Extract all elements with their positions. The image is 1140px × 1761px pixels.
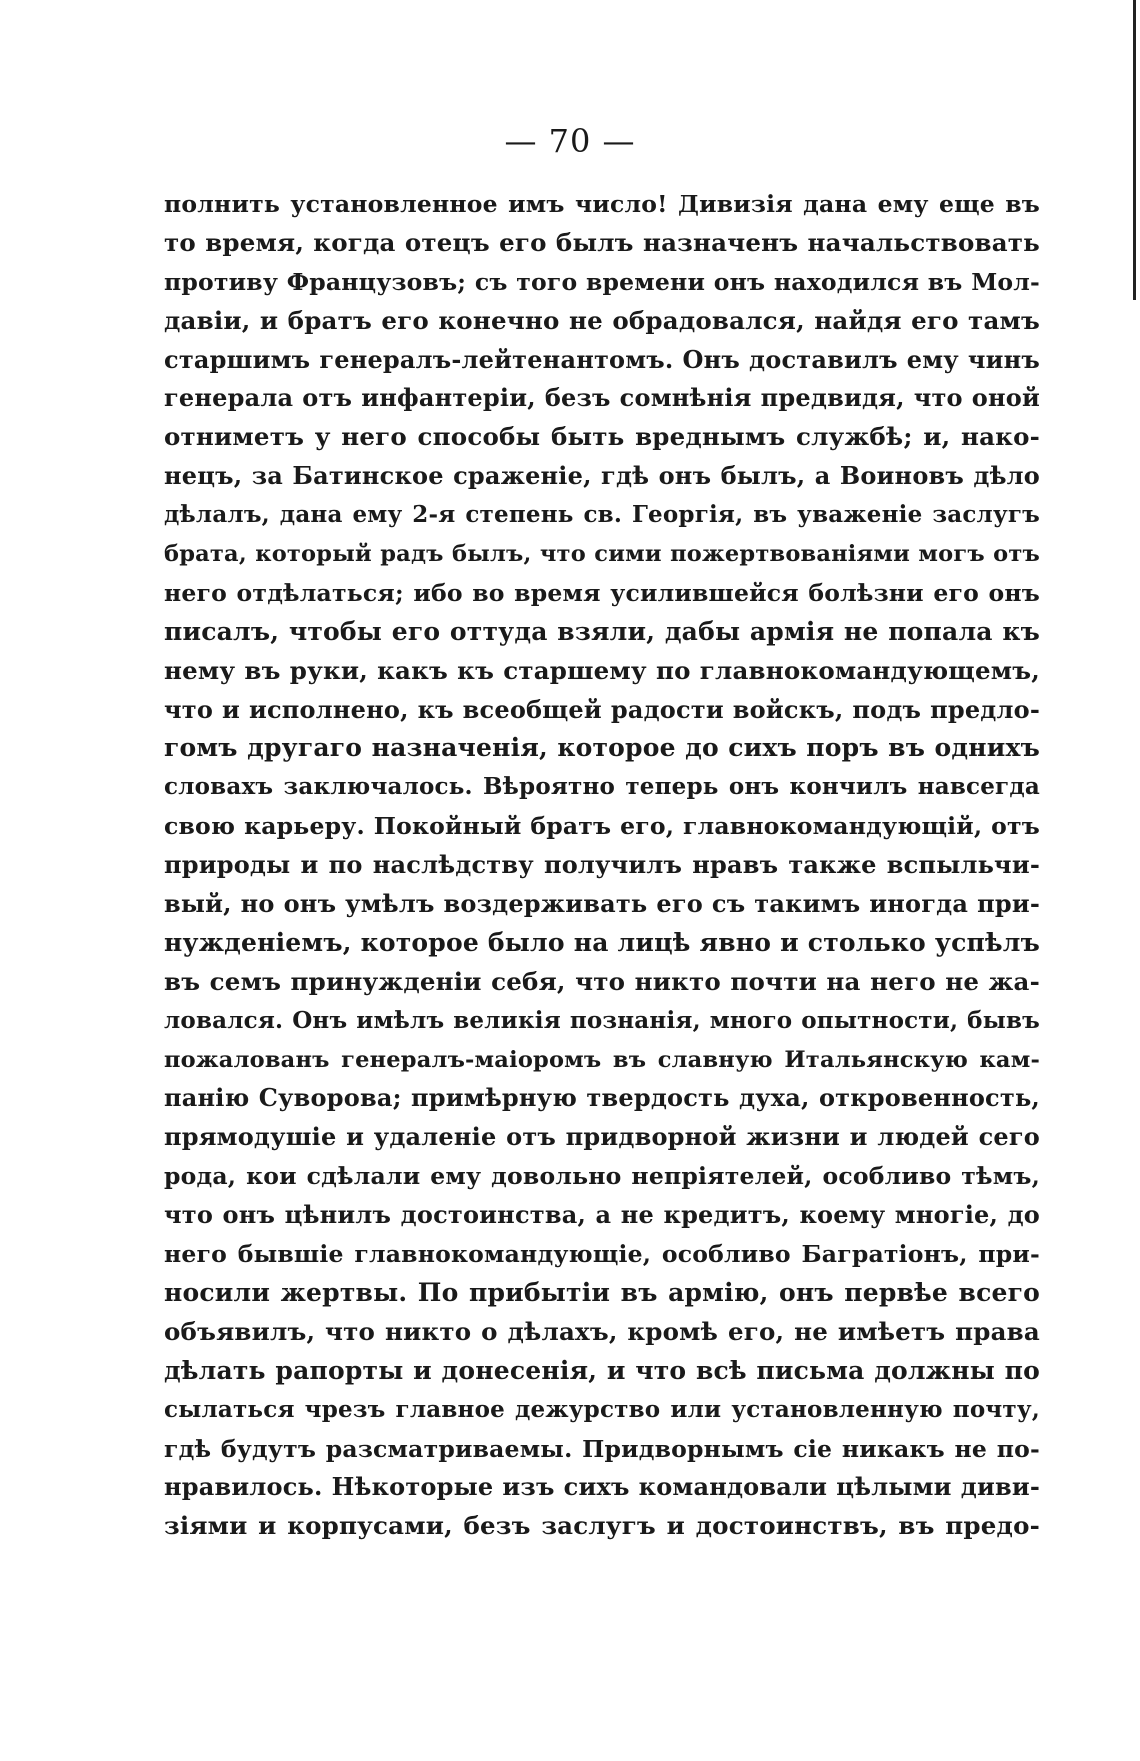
- text-line: нецъ, за Батинское сраженіе, гдѣ онъ былъ, а Воиновъ дѣло: [164, 461, 1040, 491]
- text-line: старшимъ генералъ-лейтенантомъ. Онъ доставилъ ему чинъ: [164, 344, 1040, 374]
- text-line: панію Суворова; примѣрную твердость духа, откровенность,: [164, 1083, 1040, 1113]
- text-line: носили жертвы. По прибытіи въ армію, онъ первѣе всего: [164, 1277, 1040, 1307]
- body-text: [164, 185, 1040, 1546]
- text-line: ловался. Онъ имѣлъ великія познанія, много опытности, бывъ: [164, 1006, 1040, 1034]
- text-line: гдѣ будутъ разсматриваемы. Придворнымъ сіе никакъ не по-: [164, 1434, 1040, 1463]
- text-line: природы и по наслѣдству получилъ нравъ также вспыльчи-: [164, 850, 1040, 880]
- text-line: нему въ руки, какъ къ старшему по главнокомандующемъ,: [164, 655, 1040, 685]
- text-line: гомъ другаго назначенія, которое до сихъ поръ въ однихъ: [164, 733, 1040, 763]
- text-line: то время, когда отецъ его былъ назначенъ начальствовать: [164, 227, 1040, 257]
- text-line: дѣлать рапорты и донесенія, и что всѣ письма должны по: [164, 1355, 1040, 1385]
- text-line: словахъ заключалось. Вѣроятно теперь онъ кончилъ навсегда: [164, 773, 1040, 801]
- text-line: объявилъ, что никто о дѣлахъ, кромѣ его, не имѣетъ права: [164, 1316, 1040, 1346]
- text-line: прямодушіе и удаленіе отъ придворной жизни и людей сего: [164, 1122, 1040, 1152]
- text-line: свою карьеру. Покойный братъ его, главнокомандующій, отъ: [164, 812, 1040, 841]
- text-line: полнить установленное имъ число! Дивизія дана ему еще въ: [164, 190, 1040, 218]
- text-line: давіи, и братъ его конечно не обрадовался, найдя его тамъ: [164, 305, 1040, 335]
- text-line: противу Французовъ; съ того времени онъ находился въ Мол-: [164, 267, 1040, 296]
- page-number: — 70 —: [504, 122, 636, 160]
- text-line: въ семъ принужденіи себя, что никто почти на него не жа-: [164, 966, 1040, 996]
- text-line: что и исполнено, къ всеобщей радости войскъ, подъ предло-: [164, 694, 1040, 724]
- text-line: сылаться чрезъ главное дежурство или установленную почту,: [164, 1395, 1040, 1423]
- text-line: нравилось. Нѣкоторые изъ сихъ командовали цѣлыми диви-: [164, 1472, 1040, 1502]
- text-line: пожалованъ генералъ-маіоромъ въ славную Итальянскую кам-: [164, 1046, 1040, 1073]
- text-line: что онъ цѣнилъ достоинства, а не кредитъ, коему многіе, до: [164, 1200, 1040, 1230]
- text-line: него отдѣлаться; ибо во время усилившейся болѣзни его онъ: [164, 578, 1040, 607]
- text-line: генерала отъ инфантеріи, безъ сомнѣнія предвидя, что оной: [164, 383, 1040, 413]
- text-line: отниметъ у него способы быть вреднымъ службѣ; и, нако-: [164, 422, 1040, 452]
- text-line: брата, который радъ былъ, что сими пожертвованіями могъ отъ: [164, 541, 1040, 568]
- text-line: писалъ, чтобы его оттуда взяли, дабы армія не попала къ: [164, 616, 1040, 646]
- text-line: нужденіемъ, которое было на лицѣ явно и столько успѣлъ: [164, 927, 1040, 957]
- text-line: зіями и корпусами, безъ заслугъ и достоинствъ, въ предо-: [164, 1511, 1040, 1541]
- text-line: рода, кои сдѣлали ему довольно непріятелей, особливо тѣмъ,: [164, 1162, 1040, 1191]
- text-line: дѣлалъ, дана ему 2-я степень св. Георгія, въ уваженіе заслугъ: [164, 501, 1040, 529]
- text-line: вый, но онъ умѣлъ воздерживать его съ такимъ иногда при-: [164, 889, 1040, 919]
- text-line: него бывшіе главнокомандующіе, особливо Багратіонъ, при-: [164, 1240, 1040, 1269]
